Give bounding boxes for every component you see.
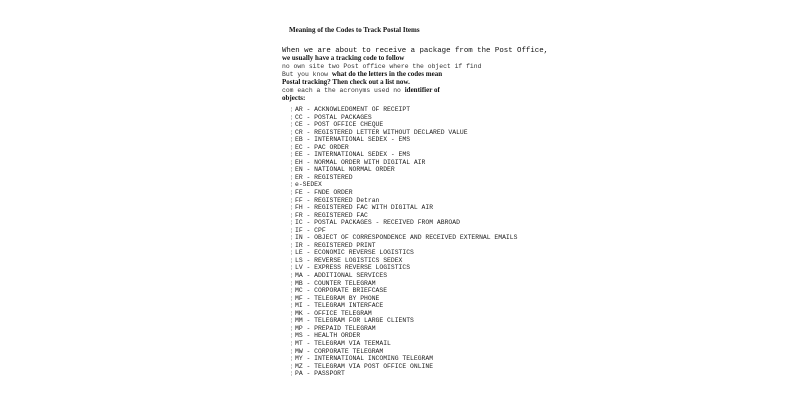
code-entry: IC - POSTAL PACKAGES - RECEIVED FROM ABROAD (295, 219, 460, 227)
code-entry: AR - ACKNOWLEDGMENT OF RECEIPT (295, 106, 411, 113)
bullet-marker: ¦ (290, 226, 294, 234)
document (282, 26, 582, 378)
list-item (290, 370, 582, 378)
code-entry: e-SEDEX (295, 181, 322, 189)
intro-paragraph (282, 44, 582, 100)
bullet-marker: ¦ (290, 339, 294, 347)
code-entry: MP - PREPAID TELEGRAM (295, 324, 376, 332)
code-entry: EB - INTERNATIONAL SEDEX - EMS (295, 136, 411, 144)
bullet-marker: ¦ (290, 324, 294, 332)
bullet-marker: ¦ (290, 158, 294, 166)
bullet-marker: ¦ (290, 272, 294, 280)
bullet-marker: ¦ (290, 181, 294, 189)
bullet-marker: ¦ (290, 166, 294, 174)
code-entry: LS - REVERSE LOGISTICS SEDEX (295, 256, 403, 264)
bullet-marker: ¦ (290, 287, 294, 295)
bullet-marker: ¦ (290, 128, 294, 136)
list-item (290, 302, 582, 310)
code-entry: MM - TELEGRAM FOR LARGE CLIENTS (295, 317, 414, 325)
bullet-marker: ¦ (290, 189, 294, 197)
bullet-marker: ¦ (290, 264, 294, 272)
intro-text: what do the letters in the codes mean (331, 70, 443, 78)
code-entry: IN - OBJECT OF CORRESPONDENCE AND RECEIVED EXTERNAL EMAILS (295, 234, 518, 242)
list-item (290, 166, 582, 174)
intro-line (282, 68, 582, 76)
bullet-marker: ¦ (290, 256, 294, 264)
document-title: Meaning of the Codes to Track Postal Items (289, 26, 420, 34)
bullet-marker: ¦ (290, 219, 294, 227)
bullet-marker: ¦ (290, 113, 294, 121)
list-item (290, 272, 582, 280)
intro-text: objects: (282, 94, 306, 102)
list-item (290, 181, 582, 189)
intro-text: com each a the acronyms used no (282, 87, 405, 94)
bullet-marker: ¦ (290, 121, 294, 129)
intro-text: But you know (282, 71, 332, 78)
bullet-marker: ¦ (290, 241, 294, 249)
code-entry: PA - PASSPORT (295, 370, 345, 378)
list-item (290, 219, 582, 227)
code-entry: MB - COUNTER TELEGRAM (295, 279, 376, 287)
intro-line (282, 44, 582, 55)
bullet-marker: ¦ (290, 355, 294, 363)
bullet-marker: ¦ (290, 332, 294, 340)
bullet-marker: ¦ (290, 143, 294, 151)
code-entry: MC - CORPORATE BRIEFCASE (295, 287, 388, 295)
list-item (290, 264, 582, 272)
bullet-marker: ¦ (290, 204, 294, 212)
bullet-marker: ¦ (290, 317, 294, 325)
list-item (290, 136, 582, 144)
list-item (290, 348, 582, 356)
bullet-marker: ¦ (290, 249, 294, 257)
list-item (290, 295, 582, 303)
list-item (290, 340, 582, 348)
list-item (290, 174, 582, 182)
code-entry: IF - CPF (295, 226, 326, 234)
bullet-marker: ¦ (290, 211, 294, 219)
code-entry: MK - OFFICE TELEGRAM (295, 309, 372, 317)
code-entry: FE - FNDE ORDER (295, 189, 353, 197)
list-item (290, 121, 582, 129)
bullet-marker: ¦ (290, 370, 294, 378)
intro-line (282, 84, 582, 92)
code-entry: CR - REGISTERED LETTER WITHOUT DECLARED VALUE (295, 128, 468, 136)
code-entry: EC - PAC ORDER (295, 143, 349, 151)
list-item (290, 363, 582, 371)
code-entry: ER - REGISTERED (295, 173, 353, 181)
code-entry: FF - REGISTERED Detran (295, 196, 380, 204)
list-item (290, 129, 582, 137)
bullet-marker: ¦ (290, 196, 294, 204)
code-entry: IR - REGISTERED PRINT (295, 241, 376, 249)
list-item (290, 151, 582, 159)
bullet-marker: ¦ (290, 151, 294, 159)
code-entry: CE - POST OFFICE CHEQUE (295, 121, 384, 129)
list-item (290, 159, 582, 167)
code-entry: MZ - TELEGRAM VIA POST OFFICE ONLINE (295, 362, 434, 370)
code-entry: EH - NORMAL ORDER WITH DIGITAL AIR (295, 158, 426, 166)
list-item (290, 249, 582, 257)
bullet-marker: ¦ (290, 362, 294, 370)
list-item (290, 332, 582, 340)
list-item (290, 106, 582, 114)
list-item (290, 317, 582, 325)
bullet-marker: ¦ (290, 173, 294, 181)
list-item (290, 355, 582, 363)
code-entry: FR - REGISTERED FAC (295, 211, 368, 219)
intro-line (282, 60, 582, 68)
bullet-marker: ¦ (290, 234, 294, 242)
list-item (290, 325, 582, 333)
list-item (290, 144, 582, 152)
list-item (290, 114, 582, 122)
code-entry: MT - TELEGRAM VIA TEEMAIL (295, 339, 391, 347)
intro-text: we usually have a tracking code to follow (282, 54, 405, 62)
code-entry: CC - POSTAL PACKAGES (295, 113, 372, 121)
code-list (290, 106, 582, 378)
code-entry: EE - INTERNATIONAL SEDEX - EMS (295, 151, 411, 159)
list-item (290, 227, 582, 235)
list-item (290, 204, 582, 212)
code-entry: MW - CORPORATE TELEGRAM (295, 347, 384, 355)
bullet-marker: ¦ (290, 106, 294, 113)
code-entry: MF - TELEGRAM BY PHONE (295, 294, 380, 302)
list-item (290, 287, 582, 295)
code-entry: MI - TELEGRAM INTERFACE (295, 302, 384, 310)
list-item (290, 242, 582, 250)
list-item (290, 280, 582, 288)
code-entry: MY - INTERNATIONAL INCOMING TELEGRAM (295, 355, 434, 363)
code-entry: MA - ADDITIONAL SERVICES (295, 272, 388, 280)
list-item (290, 310, 582, 318)
list-item (290, 189, 582, 197)
intro-text: Postal tracking? Then check out a list now. (282, 78, 410, 86)
code-entry: LV - EXPRESS REVERSE LOGISTICS (295, 264, 411, 272)
bullet-marker: ¦ (290, 347, 294, 355)
code-entry: EN - NATIONAL NORMAL ORDER (295, 166, 395, 174)
list-item (290, 212, 582, 220)
intro-text: no own site two Post office where the object if find (282, 63, 482, 70)
bullet-marker: ¦ (290, 302, 294, 310)
list-item (290, 197, 582, 205)
code-entry: LE - ECONOMIC REVERSE LOGISTICS (295, 249, 414, 257)
intro-text: identifier of (404, 86, 440, 94)
intro-text: When we are about to receive a package from the Post Office, (282, 47, 549, 55)
code-entry: FH - REGISTERED FAC WITH DIGITAL AIR (295, 204, 434, 212)
bullet-marker: ¦ (290, 136, 294, 144)
bullet-marker: ¦ (290, 279, 294, 287)
code-entry: MS - HEALTH ORDER (295, 332, 361, 340)
list-item (290, 234, 582, 242)
bullet-marker: ¦ (290, 294, 294, 302)
bullet-marker: ¦ (290, 309, 294, 317)
list-item (290, 257, 582, 265)
